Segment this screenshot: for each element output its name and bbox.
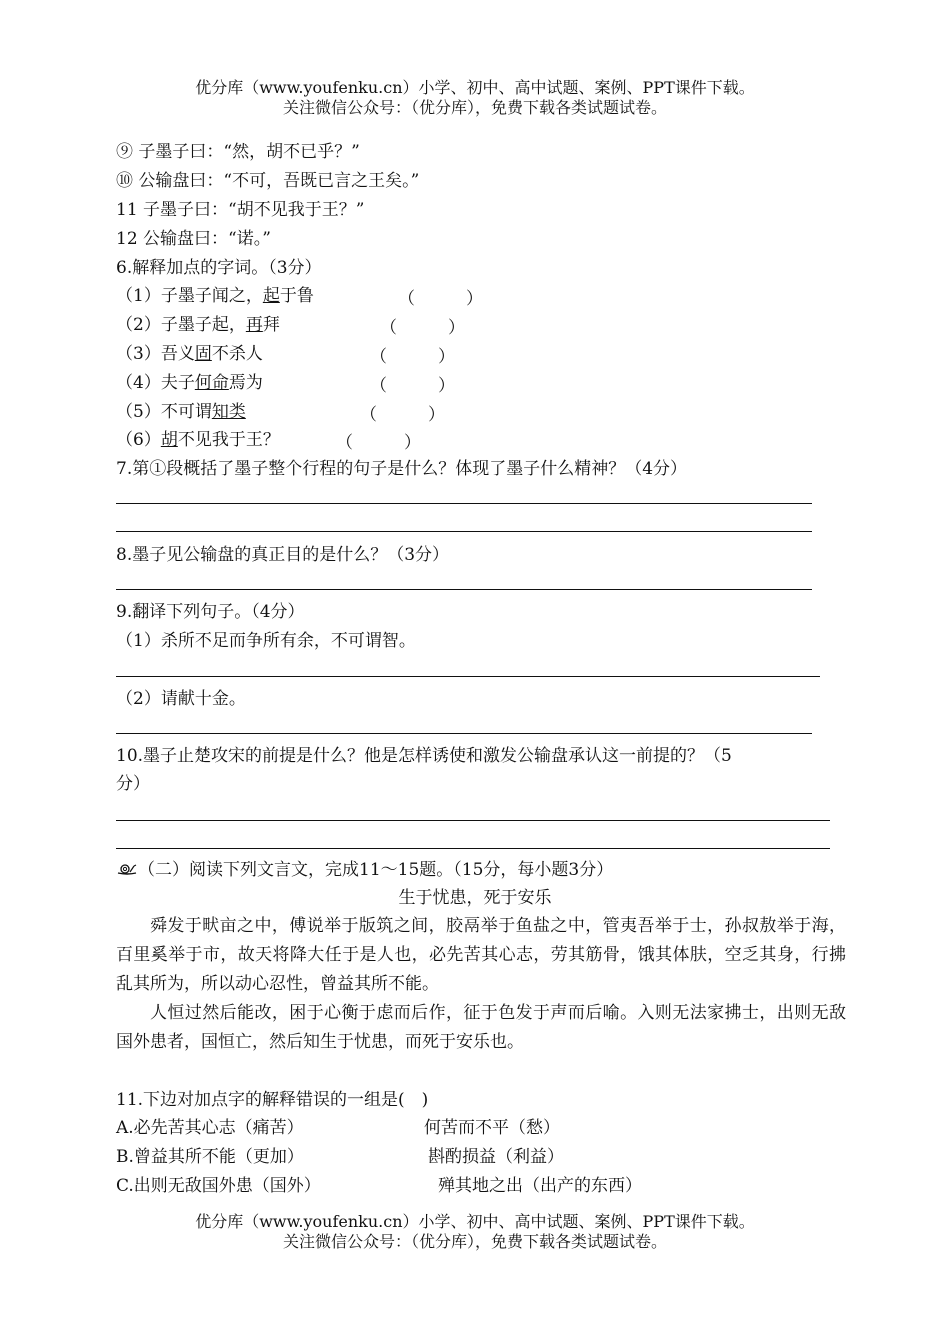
- q9-title: 9.翻译下列句子。（4分）: [116, 602, 305, 622]
- q11-option-b-compare: 斟酌损益（利益）: [428, 1147, 564, 1167]
- q6-answer-blank[interactable]: （ ）: [380, 318, 465, 338]
- q6-item-keyword: 知类: [211, 402, 246, 422]
- q6-item-prefix: （6）: [116, 430, 161, 450]
- q9-sentence-1: （1）杀所不足而争所有余，不可谓智。: [116, 631, 416, 651]
- q11-option-a-compare: 何苦而不平（愁）: [424, 1118, 560, 1138]
- q6-item-keyword: 起: [262, 286, 280, 306]
- q9-sentence-2: （2）请献十金。: [116, 689, 246, 709]
- footer-line-1: 优分库（www.youfenku.cn）小学、初中、高中试题、案例、PPT课件下载。: [195, 1212, 755, 1231]
- q10-title-line-1: 10.墨子止楚攻宋的前提是什么？他是怎样诱使和激发公输盘承认这一前提的？（5: [116, 746, 732, 766]
- section2-intro: [116, 858, 613, 882]
- answer-line[interactable]: [116, 676, 820, 677]
- q6-item-suffix: 于鲁: [279, 286, 314, 306]
- answer-line[interactable]: [116, 531, 812, 532]
- q6-item-suffix: 焉为: [228, 373, 263, 393]
- header-line-2: 关注微信公众号：（优分库），免费下载各类试题试卷。: [282, 98, 667, 117]
- q6-item-3: [116, 342, 263, 366]
- q6-item-suffix: 不杀人: [211, 344, 263, 364]
- dialogue-line: 12 公输盘曰：“诺。”: [116, 229, 271, 249]
- q6-item-suffix: 拜: [262, 315, 280, 335]
- q8-title: 8.墨子见公输盘的真正目的是什么？（3分）: [116, 545, 450, 565]
- q6-item-4: [116, 371, 263, 395]
- snail-icon: [116, 859, 138, 873]
- q11-option-c[interactable]: C.出则无敌国外患（国外）: [116, 1176, 321, 1196]
- answer-line[interactable]: [116, 848, 830, 849]
- q6-item-keyword: 何命: [194, 373, 229, 393]
- q6-item-keyword: 胡: [160, 430, 178, 450]
- q6-item-prefix: （3）吾义: [116, 344, 195, 364]
- q6-item-5: [116, 400, 246, 424]
- q6-item-keyword: 再: [245, 315, 263, 335]
- q6-answer-blank[interactable]: （ ）: [360, 405, 445, 425]
- q6-answer-blank[interactable]: （ ）: [370, 376, 455, 396]
- answer-line[interactable]: [116, 820, 830, 821]
- q6-answer-blank[interactable]: （ ）: [336, 433, 421, 453]
- q11-option-a[interactable]: A.必先苦其心志（痛苦）: [116, 1118, 304, 1138]
- q6-item-1: [116, 284, 314, 308]
- dialogue-line: ⑩ 公输盘曰：“不可，吾既已言之王矣。”: [116, 171, 420, 191]
- section2-intro-text: （二）阅读下列文言文，完成11～15题。（15分，每小题3分）: [138, 860, 614, 880]
- q6-item-prefix: （4）夫子: [116, 373, 195, 393]
- dialogue-line: ⑨ 子墨子曰：“然，胡不已乎？”: [116, 142, 360, 162]
- q7-title: 7.第①段概括了墨子整个行程的句子是什么？体现了墨子什么精神？（4分）: [116, 459, 688, 479]
- header-line-1: 优分库（www.youfenku.cn）小学、初中、高中试题、案例、PPT课件下载。: [195, 78, 755, 97]
- q6-item-suffix: 不见我于王？: [177, 430, 280, 450]
- q6-answer-blank[interactable]: （ ）: [398, 289, 483, 309]
- q6-item-prefix: （5）不可谓: [116, 402, 212, 422]
- q6-title: 6.解释加点的字词。（3分）: [116, 258, 322, 278]
- article-paragraph-1: 舜发于畎亩之中，傅说举于版筑之间，胶鬲举于鱼盐之中，管夷吾举于士，孙叔敖举于海，百里奚举于市，故天将降大任于是人也，必先苦其心志，劳其筋骨，饿其体肤，空乏其身，行拂乱其所为，所以动心忍性，曾益其所不能。: [116, 916, 846, 994]
- q6-item-keyword: 固: [194, 344, 212, 364]
- q11-title: 11.下边对加点字的解释错误的一组是( ): [116, 1090, 429, 1110]
- article-paragraph-2: 人恒过然后能改，困于心衡于虑而后作，征于色发于声而后喻。入则无法家拂士，出则无敌国外患者，国恒亡，然后知生于忧患，而死于安乐也。: [116, 1003, 846, 1052]
- answer-line[interactable]: [116, 503, 812, 504]
- q6-item-2: [116, 313, 280, 337]
- q6-item-prefix: （2）子墨子起，: [116, 315, 246, 335]
- q6-item-6: [116, 428, 280, 452]
- dialogue-line: 11 子墨子曰：“胡不见我于王？”: [116, 200, 365, 220]
- footer-line-2: 关注微信公众号：（优分库），免费下载各类试题试卷。: [282, 1232, 667, 1251]
- q11-option-b[interactable]: B.曾益其所不能（更加）: [116, 1147, 304, 1167]
- answer-line[interactable]: [116, 589, 812, 590]
- q6-answer-blank[interactable]: （ ）: [370, 347, 455, 367]
- answer-line[interactable]: [116, 733, 812, 734]
- q6-item-prefix: （1）子墨子闻之，: [116, 286, 263, 306]
- q11-option-c-compare: 殚其地之出（出产的东西）: [438, 1176, 642, 1196]
- article-title: 生于忧患，死于安乐: [398, 888, 552, 908]
- q10-title-line-2: 分）: [116, 774, 150, 794]
